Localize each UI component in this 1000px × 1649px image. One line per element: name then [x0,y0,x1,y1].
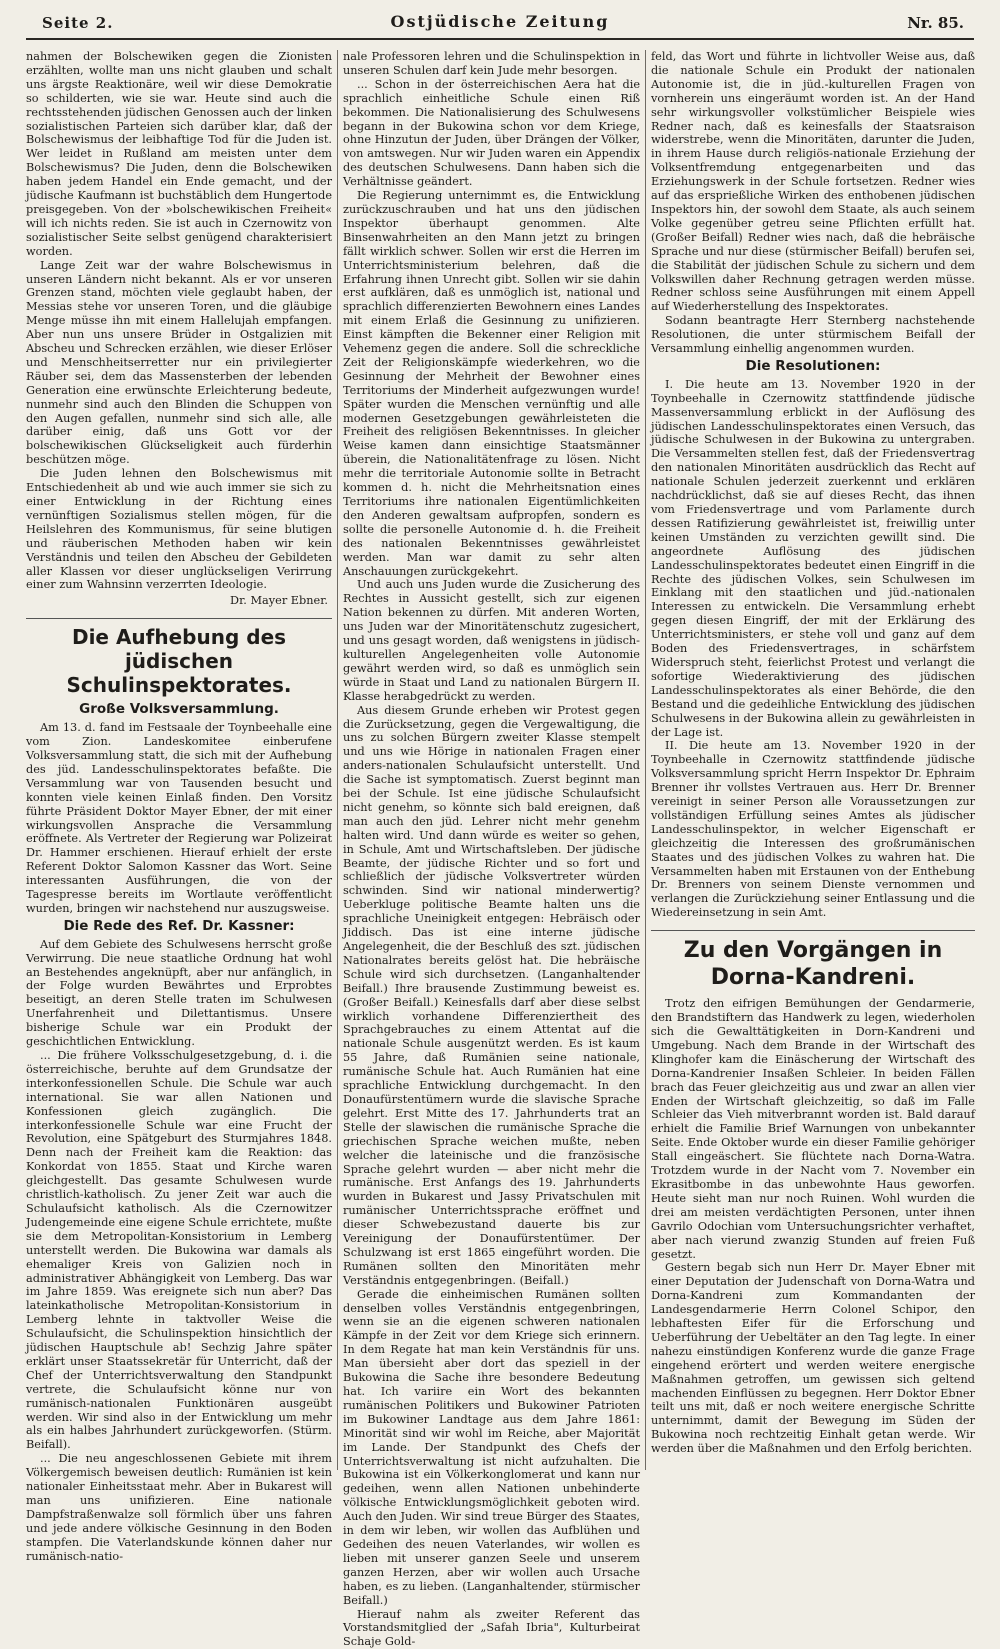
article-paragraph: Gestern begab sich nun Herr Dr. Mayer Ebner mit einer Deputation der Judenschaft von Dorna-Watra und Dorna-Kandreni zum Kommandanten der Landesgendarmerie Herrn Colonel Schipor, den lebhaftesten Eifer für die Erforschung und Ueberführung der Uebeltäter an den Tag legte. In einer nahezu einstündigen Konferenz wurde die ganze Frage eingehend erörtert und werden weitere energische Maßnahmen getroffen, um gewissen sich geltend machenden Einflüssen zu begegnen. Herr Doktor Ebner teilt uns mit, daß er noch weitere energische Schritte unternimmt, damit der Bewegung im Süden der Bukowina noch rechtzeitig Einhalt getan werde. Wir werden über die Maßnahmen und den Erfolg berichten. [651,1261,975,1456]
column-2 [343,50,640,1470]
article-paragraph: Und auch uns Juden wurde die Zusicherung des Rechtes in Aussicht gestellt, sich zur eigenen Nation bekennen zu dürfen. Mit anderen Worten, uns Juden war der Minoritätenschutz zugesichert, und uns gesagt worden, daß wenigstens in jüdisch-kulturellen Angelegenheiten volle Autonomie gewährt werden wird, so daß es unmöglich sein würde in Staat und Land zu nationalen Bürgern II. Klasse herabgedrückt zu werden. [343,578,640,703]
article-paragraph: nale Professoren lehren und die Schulinspektion in unseren Schulen darf kein Jude mehr besorgen. [343,50,640,78]
article-paragraph: Am 13. d. fand im Festsaale der Toynbeehalle eine vom Zion. Landeskomitee einberufene Volksversammlung statt, die sich mit der Aufhebung des jüd. Landesschulinspektorates befaßte. Die Versammlung war von Tausenden besucht und konnten viele keinen Einlaß finden. Den Vorsitz führte Präsident Doktor Mayer Ebner, der mit einer wirkungsvollen Ansprache die Versammlung eröffnete. Als Vertreter der Regierung war Polizeirat Dr. Hammer erschienen. Hierauf erhielt der erste Referent Doktor Salomon Kassner das Wort. Seine interessanten Ausführungen, die von der Tagespresse bereits im Wortlaute veröffentlicht wurden, bringen wir nachstehend nur auszugsweise. [26,721,332,916]
article-paragraph: Die Juden lehnen den Bolschewismus mit Entschiedenheit ab und wie auch immer sie sich zu einer Entwicklung in der Richtung eines vernünftigen Sozialismus stellen mögen, für die Heilslehren des Kommunismus, für seine blutigen und räuberischen Methoden haben wir kein Verständnis und teilen den Abscheu der Gebildeten aller Klassen vor dieser unglückseligen Verirrung einer zum Wahnsinn verzerrten Ideologie. [26,467,332,592]
column-rule-1 [337,50,338,1470]
article-divider [26,618,332,619]
resolution-paragraph: I. Die heute am 13. November 1920 in der Toynbeehalle in Czernowitz stattfindende jüdische Massenversammlung erblickt in der Auflösung des jüdischen Landesschulinspektorates einen Versuch, das jüdische Schulwesen in der Bukowina zu untergraben. Die Versammelten stellen fest, daß der Friedensvertrag den nationalen Minoritäten ausdrücklich das Recht auf nationale Schulen jederzeit zuerkennt und erklären nachdrücklichst, daß sie auf dieses Recht, das ihnen vom Friedensvertrage und vom Parlamente durch dessen Ratifizierung gewährleistet ist, freiwillig unter keinen Umständen zu verzichten gewillt sind. Die angeordnete Auflösung des jüdischen Landesschulinspektorates bedeutet einen Eingriff in die Rechte des jüdischen Volkes, sein Schulwesen im Einklang mit den staatlichen und jüd.-nationalen Interessen zu entwickeln. Die Versammlung erhebt gegen diesen Eingriff, der mit der Erklärung des Unterrichtsministers, er stehe voll und ganz auf dem Boden des Friedensvertrages, in schärfstem Widerspruch steht, feierlichst Protest und verlangt die sofortige Wiederaktivierung des jüdischen Landesschulinspektorates als einer Behörde, die den Bestand und die gedeihliche Entwicklung des jüdischen Schulwesens in der Bukowina allein zu gewährleisten in der Lage ist. [651,378,975,740]
article-paragraph: Sodann beantragte Herr Sternberg nachstehende Resolutionen, die unter stürmischem Beifall der Versammlung einhellig angenommen wurden. [651,314,975,356]
article-divider [651,930,975,931]
article-paragraph: Die Regierung unternimmt es, die Entwicklung zurückzuschrauben und hat uns den jüdischen Inspektor überhaupt genommen. Alte Binsenwahrheiten an den Mann jetzt zu bringen fällt wirklich schwer. Sollen wir erst die Herren im Unterrichtsministerium belehren, daß die Erfahrung ihnen Unrecht gibt. Sollen wir sie dahin erst aufklären, daß es unmöglich ist, national und sprachlich differenzierten Bewohnern eines Landes mit einem Erlaß die Gesinnung zu unifizieren. Einst kämpften die Bekenner einer Religion mit Vehemenz gegen die andere. Soll die schreckliche Zeit der Religionskämpfe wiederkehren, wo die Gesinnung der Mehrheit der Bewohner eines Territoriums der Minderheit aufgezwungen wurde! Später wurden die Menschen vernünftig und alle modernen Gesetzgebungen gewährleisteten die Freiheit des religiösen Bekenntnisses. In gleicher Weise kamen dann einsichtige Staatsmänner überein, die Nationalitätenfrage zu lösen. Nicht mehr die territoriale Autonomie sollte in Betracht kommen d. h. nicht die Mehrheitsnation eines Territoriums ihre nationalen Eigentümlichkeiten den Anderen gewaltsam aufpropfen, sondern es sollte die personelle Autonomie d. h. die Freiheit des nationalen Bekenntnisses gewährleistet werden. Man war damit zu sehr alten Anschauungen zurückgekehrt. [343,189,640,578]
author-signature: Dr. Mayer Ebner. [26,594,328,608]
article-paragraph: Gerade die einheimischen Rumänen sollten denselben volles Verständnis entgegenbringen, wenn sie an die eigenen schweren nationalen Kämpfe in der Zeit vor dem Kriege sich erinnern. In dem Regate hat man kein Verständnis für uns. Man übersieht aber dort das speziell in der Bukowina die Sache ihre besondere Bedeutung hat. Ich variire ein Wort des bekannten rumänischen Politikers und Bukowiner Patrioten im Bukowiner Landtage aus dem Jahre 1861: Minorität sind wir wohl im Reiche, aber Majorität im Lande. Der Standpunkt des Chefs der Unterrichtsverwaltung ist nicht aufzuhalten. Die Bukowina ist ein Völkerkonglomerat und kann nur gedeihen, wenn allen Nationen unbehinderte völkische Entwicklungsmöglichkeit geboten wird. Auch den Juden. Wir sind treue Bürger des Staates, in dem wir leben, wir wollen das Aufblühen und Gedeihen des neuen Vaterlandes, wir wollen es lieben mit unserer ganzen Seele und unserem ganzen Herzen, aber wir wollen auch Ursache haben, es zu lieben. (Langanhaltender, stürmischer Beifall.) [343,1288,640,1608]
article-paragraph: Trotz den eifrigen Bemühungen der Gendarmerie, den Brandstiftern das Handwerk zu legen, wiederholen sich die Gewalttätigkeiten in Dorn-Kandreni und Umgebung. Nach dem Brande in der Wirtschaft des Klinghofer kam die Einäscherung der Wirtschaft des Dorna-Kandrenier Insaßen Schleier. In beiden Fällen brach das Feuer gleichzeitig aus und zwar an allen vier Enden der Wirtschaft gleichzeitig, so daß im Falle Schleier das Vieh mitverbrannt worden ist. Bald darauf erhielt die Familie Brief Warnungen von unbekannter Seite. Ende Oktober wurde ein dieser Familie gehöriger Stall eingeäschert. Sie flüchtete nach Dorna-Watra. Trotzdem wurde in der Nacht vom 7. November ein Ekrasitbombe in das unbewohnte Haus geworfen. Heute sieht man nur noch Ruinen. Wohl wurden die drei am meisten verdächtigten Personen, unter ihnen Gavrilo Odochian vom Untersuchungsrichter verhaftet, aber nach vierund zwanzig Stunden auf freien Fuß gesetzt. [651,997,975,1261]
article-paragraph: ... Die neu angeschlossenen Gebiete mit ihrem Völkergemisch beweisen deutlich: Rumänien ist kein nationaler Einheitsstaat mehr. Aber in Bukarest will man uns unifizieren. Eine nationale Dampfstraßenwalze soll förmlich über uns fahren und jede andere völkische Gesinnung in den Boden stampfen. Die Vaterlandskunde können daher nur rumänisch-natio- [26,1452,332,1563]
article-paragraph: ... Schon in der österreichischen Aera hat die sprachlich einheitliche Schule einen Riß bekommen. Die Nationalisierung des Schulwesens begann in der Bukowina schon vor dem Kriege, ohne Hinzutun der Juden, über Drängen der Völker, von amtswegen. Nur wir Juden waren ein Appendix des deutschen Schulwesens. Dann haben sich die Verhältnisse geändert. [343,78,640,189]
issue-number: Nr. 85. [907,14,964,32]
column-3 [651,50,975,1470]
article-paragraph: Aus diesem Grunde erheben wir Protest gegen die Zurücksetzung, gegen die Vergewaltigung, die uns zu solchen Bürgern zweiter Klasse stempelt und uns wie Hörige in nationalen Fragen einer anders-nationalen Schulaufsicht unterstellt. Und die Sache ist symptomatisch. Zuerst beginnt man bei der Schule. Ist eine jüdische Schulaufsicht nicht genehm, so könnte sich bald ereignen, daß man auch den jüd. Lehrer nicht mehr genehm halten wird. Und dann würde es weiter so gehen, in Schule, Amt und Wirtschaftsleben. Der jüdische Beamte, der jüdische Richter und so fort und schließlich der jüdische Volksvertreter würden schwinden. Sind wir national minderwertig? Ueberkluge politische Beamte halten uns die sprachliche Uneinigkeit entgegen: Hebräisch oder Jiddisch. Das ist eine interne jüdische Angelegenheit, die der Beschluß des szt. jüdischen Nationalrates bereits gelöst hat. Die hebräische Schule wird sich durchsetzen. (Langanhaltender Beifall.) Ihre brausende Zustimmung beweist es. (Großer Beifall.) Keinesfalls darf aber diese selbst wirklich vorhandene Differenziertheit des Sprachgebrauches zu einem Attentat auf die nationale Schule ausgenützt werden. Es ist kaum 55 Jahre, daß Rumänien seine nationale, rumänische Schule hat. Auch Rumänien hat eine sprachliche Entwicklung durchgemacht. In den Donaufürstentümern wurde die slavische Sprache gelehrt. Erst Mitte des 17. Jahrhunderts trat an Stelle der slawischen die rumänische Sprache die griechischen Sprache weichen mußte, neben welcher die lateinische und die französische Sprache gelehrt wurden — aber nicht mehr die rumänische. Erst Anfangs des 19. Jahrhunderts wurden in Bukarest und Jassy Privatschulen mit rumänischer Unterrichtssprache eröffnet und dieser Schwebezustand dauerte bis zur Vereinigung der Donaufürstentümer. Der Schulzwang ist erst 1865 eingeführt worden. Die Rumänen sollten den Minoritäten mehr Verständnis entgegenbringen. (Beifall.) [343,704,640,1288]
headline-schulinspektorat: Die Aufhebung des jüdischen Schulinspektorates. [26,625,332,697]
headline-dorna-kandreni: Zu den Vorgängen in Dorna-Kandreni. [651,937,975,991]
subheadline-resolutionen: Die Resolutionen: [651,360,975,374]
subheadline-volksversammlung: Große Volksversammlung. [26,703,332,717]
article-paragraph: ... Die frühere Volksschulgesetzgebung, d. i. die österreichische, beruhte auf dem Grundsatze der interkonfessionellen Schule. Die Schule war auch international. Sie war allen Nationen und Konfessionen gleich zugänglich. Die interkonfessionelle Schule war eine Frucht der Revolution, eine Spätgeburt des Sturmjahres 1848. Denn nach der Freiheit kam die Reaktion: das Konkordat von 1855. Staat und Kirche waren gleichgestellt. Das gesamte Schulwesen wurde christlich-katholisch. Zu jener Zeit war auch die Schulaufsicht katholisch. Als die Czernowitzer Judengemeinde eine eigene Schule errichtete, mußte sie dem Metropolitan-Konsistorium in Lemberg unterstellt werden. Die Bukowina war damals als ehemaliger Kreis von Galizien noch in administrativer Abhängigkeit von Lemberg. Das war im Jahre 1859. Was ereignete sich nun aber? Das lateinkatholische Metropolitan-Konsistorium in Lemberg lehnte in taktvoller Weise die Schulaufsicht, die Schulinspektion hinsichtlich der jüdischen Hauptschule ab! Sechzig Jahre später erklärt unser Staatssekretär für Unterricht, daß der Chef der Unterrichtsverwaltung den Standpunkt vertrete, die Schulaufsicht könne nur von rumänisch-nationalen Funktionären ausgeübt werden. Wir sind also in der Entwicklung um mehr als ein halbes Jahrhundert zurückgeworfen. (Stürm. Beifall). [26,1049,332,1452]
article-paragraph: Hierauf nahm als zweiter Referent das Vorstandsmitglied der „Safah Ibria", Kulturbeirat Schaje Gold- [343,1608,640,1649]
subheadline-rede-kassner: Die Rede des Ref. Dr. Kassner: [26,920,332,934]
resolution-paragraph: II. Die heute am 13. November 1920 in der Toynbeehalle in Czernowitz stattfindende jüdische Volksversammlung spricht Herrn Inspektor Dr. Ephraim Brenner ihr vollstes Vertrauen aus. Herr Dr. Brenner vereinigt in seiner Person alle Voraussetzungen zur vollständigen Erfüllung seines Amtes als jüdischer Landesschulinspektor, in welcher Eigenschaft er gleichzeitig die Interessen des großrumänischen Staates und des jüdischen Volkes zu wahren hat. Die Versammelten haben mit Erstaunen von der Enthebung Dr. Brenners von seinem Dienste vernommen und verlangen die Zurückziehung seiner Entlassung und die Wiedereinsetzung in sein Amt. [651,739,975,920]
article-paragraph: nahmen der Bolschewiken gegen die Zionisten erzählten, wollte man uns nicht glauben und schalt uns ärgste Reaktionäre, weil wir diese Demokratie so schilderten, wie sie war. Heute sind auch die rechtsstehenden jüdischen Genossen auch der linken sozialistischen Parteien sich darüber klar, daß der Bolschewismus der leibhaftige Tod für die Juden ist. Wer leidet in Rußland am meisten unter dem Bolschewismus? Die Juden, denn die Bolschewiken haben jedem Handel ein Ende gemacht, und der jüdische Kaufmann ist buchstäblich dem Hungertode preisgegeben. Von der »bolschewikischen Freiheit« will ich nichts reden. Sie ist auch in Czernowitz von sozialistischer Seite selbst genügend charakterisiert worden. [26,50,332,259]
column-1 [26,50,332,1470]
article-paragraph: feld, das Wort und führte in lichtvoller Weise aus, daß die nationale Schule ein Produkt der nationalen Autonomie ist, die in jüd.-kulturellen Fragen von vornherein uns eingeräumt worden ist. An der Hand sehr wirkungsvoller volkstümlicher Beispiele wies Redner nach, daß es keinesfalls der Staatsraison widerstrebe, wenn die Minoritäten, darunter die Juden, in ihrem Hause durch religiös-nationale Erziehung der Volksentfremdung entgegenarbeiten und das Erziehungswerk in der Schule fortsetzen. Redner wies auf das ersprießliche Wirken des enthobenen jüdischen Inspektors hin, der sowohl dem Staate, als auch seinem Volke gegenüber getreu seine Pflichten erfüllt hat. (Großer Beifall) Redner wies nach, daß die hebräische Sprache und nur diese (stürmischer Beifall) berufen sei, die Stabilität der jüdischen Schule zu sichern und dem Volkswillen daher Rechnung getragen werden müsse. Redner schloss seine Ausführungen mit einem Appell auf Wiederherstellung des Inspektorates. [651,50,975,314]
masthead [26,8,974,40]
page-number: Seite 2. [42,14,113,32]
article-paragraph: Lange Zeit war der wahre Bolschewismus in unseren Ländern nicht bekannt. Als er vor unseren Grenzen stand, möchten viele geglaubt haben, der Messias stehe vor unseren Toren, und die gläubige Menge müsse ihn mit einem Hallelujah empfangen. Aber nun uns unsere Brüder in Ostgalizien mit Abscheu und Schrecken erzählen, wie dieser Erlöser und Menschheitserretter nur ein privilegierter Räuber sei, dem das Massensterben der lebenden Generation eine erwünschte Erleichterung bedeute, nunmehr sind auch den Blinden die Schuppen von den Augen gefallen, nunmehr sind sich alle, alle darüber einig, daß uns Gott vor der bolschewikischen Glückseligkeit auch fürderhin beschützen möge. [26,259,332,468]
column-rule-2 [645,50,646,1470]
newspaper-title: Ostjüdische Zeitung [26,12,974,31]
article-paragraph: Auf dem Gebiete des Schulwesens herrscht große Verwirrung. Die neue staatliche Ordnung hat wohl an Bestehendes angeknüpft, aber nur anfänglich, in der Folge wurden Bewährtes und Erprobtes beseitigt, an deren Stelle traten im Schulwesen Unerfahrenheit und Dilettantismus. Unsere bisherige Schule war ein Produkt der geschichtlichen Entwicklung. [26,938,332,1049]
